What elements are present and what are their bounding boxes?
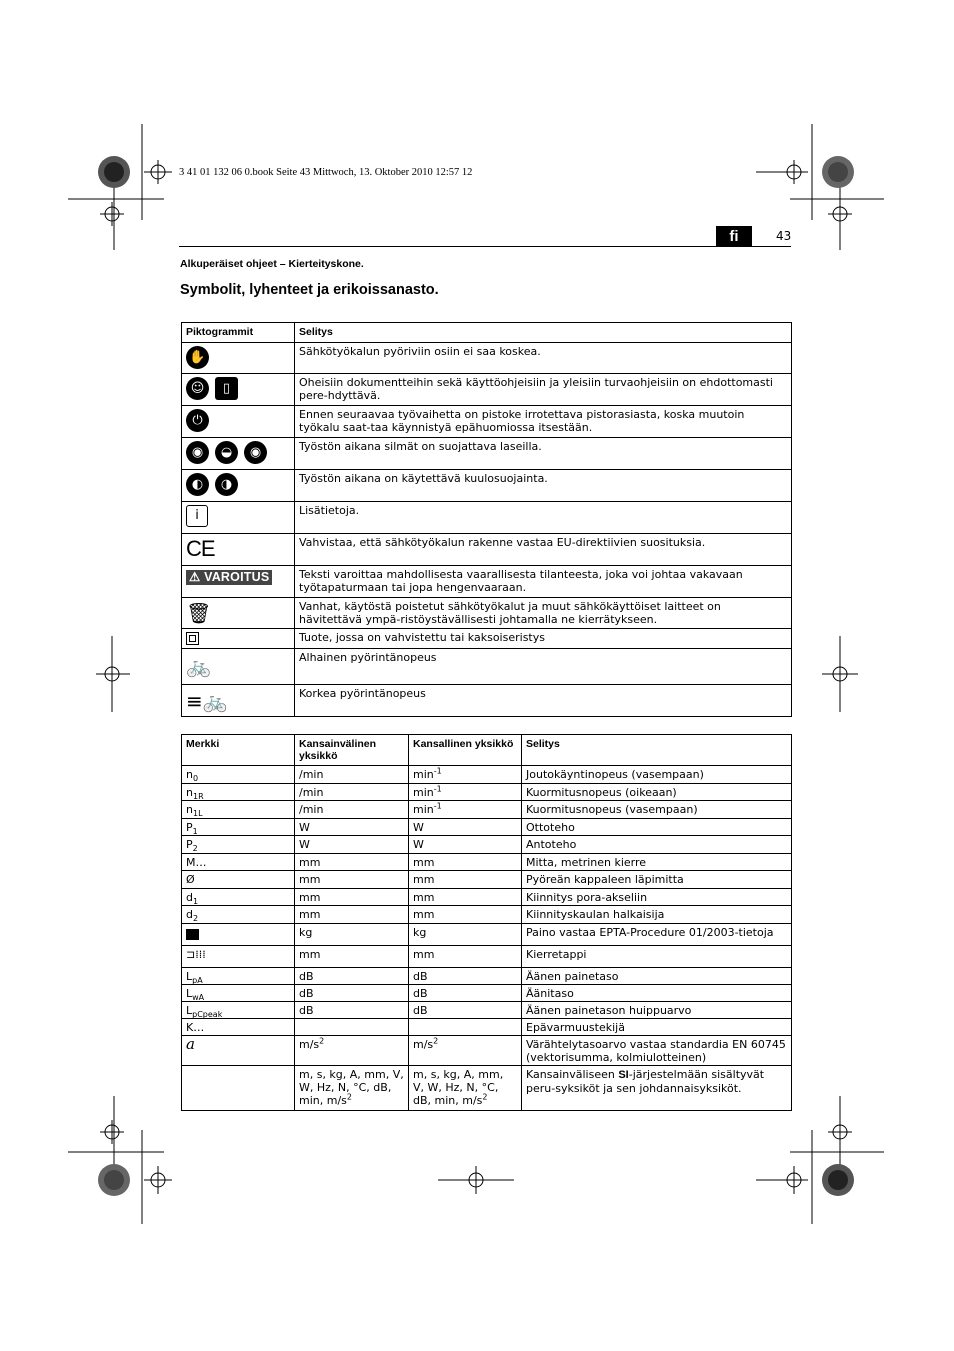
national-unit-cell bbox=[409, 871, 522, 889]
symbol-cell bbox=[182, 985, 295, 1002]
safety-goggles-icon: ◉ bbox=[186, 441, 209, 464]
symbol-subscript: wA bbox=[192, 993, 205, 1003]
explanation-cell bbox=[522, 985, 792, 1002]
intl-unit-sup: 2 bbox=[346, 1092, 352, 1102]
explanation-text: Antoteho bbox=[526, 838, 577, 851]
intl-unit-text: dB bbox=[299, 970, 314, 983]
ear-protection-icon: ◐ bbox=[186, 473, 209, 496]
warning-label: ⚠ VAROITUS bbox=[186, 570, 272, 585]
explanation-text: Äänitaso bbox=[526, 987, 574, 1000]
pictogram-desc: Korkea pyörintänopeus bbox=[295, 685, 792, 717]
symbol-cell bbox=[182, 819, 295, 836]
unplug-icon: ⏻ bbox=[186, 409, 209, 432]
intl-unit-cell bbox=[295, 1002, 409, 1019]
national-unit-sup: 2 bbox=[482, 1092, 488, 1102]
intl-unit-text: m/s bbox=[299, 1038, 320, 1051]
pictogram-desc: Ennen seuraavaa työvaihetta on pistoke irrotettava pistorasiasta, koska muutoin työkalu saat-taa käynnistyä epähuomiossa itsestään. bbox=[295, 406, 792, 438]
symbol-cell bbox=[182, 1002, 295, 1019]
pictogram-table bbox=[181, 322, 792, 717]
explanation-text: Kierretappi bbox=[526, 948, 587, 961]
intl-unit-cell bbox=[295, 819, 409, 836]
national-unit-text: dB bbox=[413, 1004, 428, 1017]
table-row bbox=[182, 1036, 792, 1066]
intl-unit-text: dB bbox=[299, 987, 314, 1000]
explanation-text: Kuormitusnopeus (vasempaan) bbox=[526, 803, 698, 816]
symbol-cell bbox=[182, 889, 295, 906]
intl-unit-cell bbox=[295, 924, 409, 946]
explanation-text: Joutokäyntinopeus (vasempaan) bbox=[526, 768, 704, 781]
explanation-cell bbox=[522, 1019, 792, 1036]
national-unit-text: W bbox=[413, 838, 424, 851]
table-row bbox=[182, 836, 792, 854]
table-row bbox=[182, 985, 792, 1002]
explanation-text: Ottoteho bbox=[526, 821, 575, 834]
symbol-text: L bbox=[186, 970, 193, 983]
explanation-text: Epävarmuustekijä bbox=[526, 1021, 625, 1034]
symbol-text: n bbox=[186, 768, 193, 781]
intl-unit-cell bbox=[295, 946, 409, 968]
do-not-touch-icon: ✋ bbox=[186, 346, 209, 369]
ear-muffs-icon: ◑ bbox=[215, 473, 238, 496]
pictogram-desc: Työstön aikana on käytettävä kuulosuojainta. bbox=[295, 470, 792, 502]
intl-unit-text: W bbox=[299, 838, 310, 851]
pictogram-desc: Alhainen pyörintänopeus bbox=[295, 649, 792, 685]
national-unit-cell bbox=[409, 906, 522, 924]
national-unit-cell bbox=[409, 854, 522, 871]
national-unit-text: mm bbox=[413, 948, 435, 961]
intl-unit-sup: 2 bbox=[319, 1036, 325, 1046]
intl-unit-text: mm bbox=[299, 908, 321, 921]
header-national-unit: Kansallinen yksikkö bbox=[409, 735, 522, 766]
symbol-text: L bbox=[186, 987, 193, 1000]
national-unit-cell bbox=[409, 946, 522, 968]
explanation-cell bbox=[522, 871, 792, 889]
explanation-cell bbox=[522, 801, 792, 819]
explanation-bold: SI bbox=[618, 1069, 629, 1081]
national-unit-text: mm bbox=[413, 891, 435, 904]
pictogram-desc: Tuote, jossa on vahvistettu tai kaksoiseristys bbox=[295, 629, 792, 649]
explanation-cell bbox=[522, 784, 792, 801]
explanation-cell bbox=[522, 906, 792, 924]
national-unit-text: mm bbox=[413, 908, 435, 921]
national-unit-text: dB bbox=[413, 970, 428, 983]
symbol-subscript: 2 bbox=[192, 914, 199, 924]
crossed-bin-icon: 🗑 bbox=[186, 601, 212, 625]
explanation-cell bbox=[522, 766, 792, 784]
symbol-text: n bbox=[186, 786, 193, 799]
intl-unit-text: m, s, kg, A, mm, V, W, Hz, N, °C, dB, min, m/s bbox=[299, 1068, 404, 1107]
intl-unit-cell bbox=[295, 906, 409, 924]
document-subtitle: Alkuperäiset ohjeet – Kierteityskone. bbox=[180, 258, 364, 270]
intl-unit-cell bbox=[295, 784, 409, 801]
explanation-cell bbox=[522, 968, 792, 985]
national-unit-text: mm bbox=[413, 856, 435, 869]
national-unit-cell bbox=[409, 784, 522, 801]
symbol-text: K… bbox=[186, 1021, 205, 1034]
intl-unit-text: mm bbox=[299, 948, 321, 961]
explanation-cell bbox=[522, 854, 792, 871]
symbol-cell bbox=[182, 836, 295, 854]
national-unit-cell bbox=[409, 985, 522, 1002]
national-unit-cell bbox=[409, 1066, 522, 1111]
intl-unit-text: /min bbox=[299, 768, 324, 781]
table-row bbox=[182, 871, 792, 889]
symbol-text: n bbox=[186, 803, 193, 816]
table-row bbox=[182, 784, 792, 801]
national-unit-text: min bbox=[413, 803, 434, 816]
table-row bbox=[182, 819, 792, 836]
intl-unit-text: mm bbox=[299, 891, 321, 904]
pictogram-desc: Teksti varoittaa mahdollisesta vaarallisesta tilanteesta, joka voi johtaa vakavaan työtapaturmaan tai jopa hengenvaaraan. bbox=[295, 566, 792, 598]
national-unit-sup: -1 bbox=[433, 766, 442, 776]
intl-unit-cell bbox=[295, 836, 409, 854]
national-unit-text: min bbox=[413, 768, 434, 781]
pictogram-desc: Vanhat, käytöstä poistetut sähkötyökalut ja muut sähkökäyttöiset laitteet on hävitettävä ympä-ristöystävällisesti johtamalla ne kierrätykseen. bbox=[295, 598, 792, 629]
explanation-cell bbox=[522, 1036, 792, 1066]
pictogram-desc: Lisätietoja. bbox=[295, 502, 792, 534]
explanation-cell bbox=[522, 1002, 792, 1019]
info-icon: i bbox=[186, 505, 208, 527]
explanation-text: Mitta, metrinen kierre bbox=[526, 856, 647, 869]
header-explanation: Selitys bbox=[522, 735, 792, 766]
intl-unit-cell bbox=[295, 871, 409, 889]
symbol-cell bbox=[182, 1036, 295, 1066]
intl-unit-cell bbox=[295, 854, 409, 871]
pictogram-desc: Sähkötyökalun pyöriviin osiin ei saa koskea. bbox=[295, 343, 792, 374]
symbol-cell bbox=[182, 871, 295, 889]
table-row bbox=[182, 854, 792, 871]
symbol-text: P bbox=[186, 821, 193, 834]
symbol-cell bbox=[182, 924, 295, 946]
intl-unit-cell bbox=[295, 801, 409, 819]
symbol-text: M… bbox=[186, 856, 207, 869]
intl-unit-text: mm bbox=[299, 856, 321, 869]
national-unit-text: m, s, kg, A, mm, V, W, Hz, N, °C, dB, min, m/s bbox=[413, 1068, 504, 1107]
intl-unit-cell bbox=[295, 766, 409, 784]
national-unit-cell bbox=[409, 766, 522, 784]
explanation-text: Värähtelytasoarvo vastaa standardia EN 60745 (vektorisumma, kolmiulotteinen) bbox=[526, 1038, 786, 1064]
symbol-text: P bbox=[186, 838, 193, 851]
intl-unit-text: /min bbox=[299, 786, 324, 799]
intl-unit-cell bbox=[295, 985, 409, 1002]
file-info: 3 41 01 132 06 0.book Seite 43 Mittwoch, 13. Oktober 2010 12:57 12 bbox=[179, 167, 473, 178]
symbol-cell bbox=[182, 766, 295, 784]
symbol-cell bbox=[182, 946, 295, 968]
header-international-unit: Kansainvälinen yksikkö bbox=[295, 735, 409, 766]
symbol-text: L bbox=[186, 1004, 193, 1017]
table-row bbox=[182, 1019, 792, 1036]
table-row bbox=[182, 766, 792, 784]
ce-mark-icon: CE bbox=[186, 536, 215, 561]
symbol-cell bbox=[182, 1019, 295, 1036]
national-unit-text: W bbox=[413, 821, 424, 834]
table-row bbox=[182, 906, 792, 924]
national-unit-cell bbox=[409, 819, 522, 836]
intl-unit-cell bbox=[295, 1066, 409, 1111]
symbol-text: a bbox=[186, 1035, 195, 1053]
page-number: 43 bbox=[776, 229, 792, 243]
explanation-cell bbox=[522, 924, 792, 946]
symbol-text: d bbox=[186, 908, 193, 921]
national-unit-text: mm bbox=[413, 873, 435, 886]
goggles-icon: ◉ bbox=[244, 441, 267, 464]
table-row bbox=[182, 924, 792, 946]
weight-icon bbox=[186, 929, 199, 940]
intl-unit-text: kg bbox=[299, 926, 313, 939]
table-row bbox=[182, 946, 792, 968]
symbol-subscript: 1 bbox=[192, 897, 199, 907]
national-unit-cell bbox=[409, 1036, 522, 1066]
header-description: Selitys bbox=[295, 323, 792, 343]
intl-unit-cell bbox=[295, 968, 409, 985]
symbol-cell bbox=[182, 801, 295, 819]
explanation-cell bbox=[522, 836, 792, 854]
national-unit-text: m/s bbox=[413, 1038, 434, 1051]
header-rule bbox=[179, 246, 791, 247]
explanation-text: Kiinnityskaulan halkaisija bbox=[526, 908, 665, 921]
intl-unit-text: /min bbox=[299, 803, 324, 816]
explanation-cell bbox=[522, 946, 792, 968]
explanation-text: Kansainväliseen bbox=[526, 1068, 619, 1081]
symbol-subscript: pCpeak bbox=[192, 1010, 223, 1020]
thread-tap-icon: ⊐⁞⁞⁞ bbox=[186, 948, 206, 961]
pictogram-desc: Työstön aikana silmät on suojattava laseilla. bbox=[295, 438, 792, 470]
symbol-cell bbox=[182, 784, 295, 801]
national-unit-cell bbox=[409, 1002, 522, 1019]
intl-unit-text: dB bbox=[299, 1004, 314, 1017]
intl-unit-cell bbox=[295, 1036, 409, 1066]
language-tab: fi bbox=[716, 226, 752, 247]
national-unit-cell bbox=[409, 801, 522, 819]
symbol-subscript: pA bbox=[192, 976, 203, 986]
explanation-text: -järjestelmään sisältyvät peru-syksiköt ja sen johdannaisyksiköt. bbox=[526, 1068, 765, 1095]
symbol-subscript: 1R bbox=[192, 792, 204, 802]
symbol-cell bbox=[182, 854, 295, 871]
table-row bbox=[182, 1066, 792, 1111]
pictogram-desc: Vahvistaa, että sähkötyökalun rakenne vastaa EU-direktiivien suosituksia. bbox=[295, 534, 792, 566]
symbol-cell bbox=[182, 906, 295, 924]
table-row bbox=[182, 889, 792, 906]
table-row bbox=[182, 1002, 792, 1019]
symbol-subscript: 2 bbox=[192, 844, 198, 854]
explanation-cell bbox=[522, 889, 792, 906]
national-unit-text: dB bbox=[413, 987, 428, 1000]
national-unit-cell bbox=[409, 924, 522, 946]
explanation-cell bbox=[522, 1066, 792, 1111]
intl-unit-cell bbox=[295, 1019, 409, 1036]
intl-unit-text: mm bbox=[299, 873, 321, 886]
slow-bicycle-icon: 🚲 bbox=[186, 654, 211, 678]
symbol-cell bbox=[182, 968, 295, 985]
national-unit-cell bbox=[409, 968, 522, 985]
national-unit-sup: 2 bbox=[433, 1036, 439, 1046]
fast-bicycle-icon: ≡🚲 bbox=[186, 689, 228, 713]
explanation-text: Kuormitusnopeus (oikeaan) bbox=[526, 786, 677, 799]
explanation-text: Pyöreän kappaleen läpimitta bbox=[526, 873, 684, 886]
symbol-cell bbox=[182, 1066, 295, 1111]
manual-book-icon: ▯ bbox=[215, 377, 238, 400]
intl-unit-cell bbox=[295, 889, 409, 906]
national-unit-sup: -1 bbox=[433, 784, 442, 794]
table-row bbox=[182, 801, 792, 819]
explanation-text: Äänen painetaso bbox=[526, 970, 619, 983]
symbol-subscript: 0 bbox=[192, 774, 199, 784]
symbol-subscript: 1 bbox=[192, 827, 198, 837]
intl-unit-text: W bbox=[299, 821, 310, 834]
symbol-subscript: 1L bbox=[192, 809, 203, 819]
national-unit-cell bbox=[409, 836, 522, 854]
national-unit-cell bbox=[409, 889, 522, 906]
section-title: Symbolit, lyhenteet ja erikoissanasto. bbox=[180, 282, 439, 298]
national-unit-text: kg bbox=[413, 926, 427, 939]
national-unit-cell bbox=[409, 1019, 522, 1036]
double-insulation-icon bbox=[186, 632, 199, 645]
national-unit-sup: -1 bbox=[433, 801, 442, 811]
national-unit-text: min bbox=[413, 786, 434, 799]
symbol-text: Ø bbox=[186, 873, 195, 886]
read-instructions-icon: ☺ bbox=[186, 377, 209, 400]
units-table bbox=[181, 734, 792, 1111]
explanation-text: Paino vastaa EPTA-Procedure 01/2003-tietoja bbox=[526, 926, 774, 939]
header-symbol: Merkki bbox=[182, 735, 295, 766]
face-shield-icon: ◒ bbox=[215, 441, 238, 464]
pictogram-desc: Oheisiin dokumentteihin sekä käyttöohjeisiin ja yleisiin turvaohjeisiin on ehdottomasti pere-hdyttävä. bbox=[295, 374, 792, 406]
explanation-text: Äänen painetason huippuarvo bbox=[526, 1004, 692, 1017]
table-row bbox=[182, 968, 792, 985]
explanation-text: Kiinnitys pora-akseliin bbox=[526, 891, 648, 904]
explanation-cell bbox=[522, 819, 792, 836]
symbol-text: d bbox=[186, 891, 193, 904]
header-pictograms: Piktogrammit bbox=[182, 323, 295, 343]
